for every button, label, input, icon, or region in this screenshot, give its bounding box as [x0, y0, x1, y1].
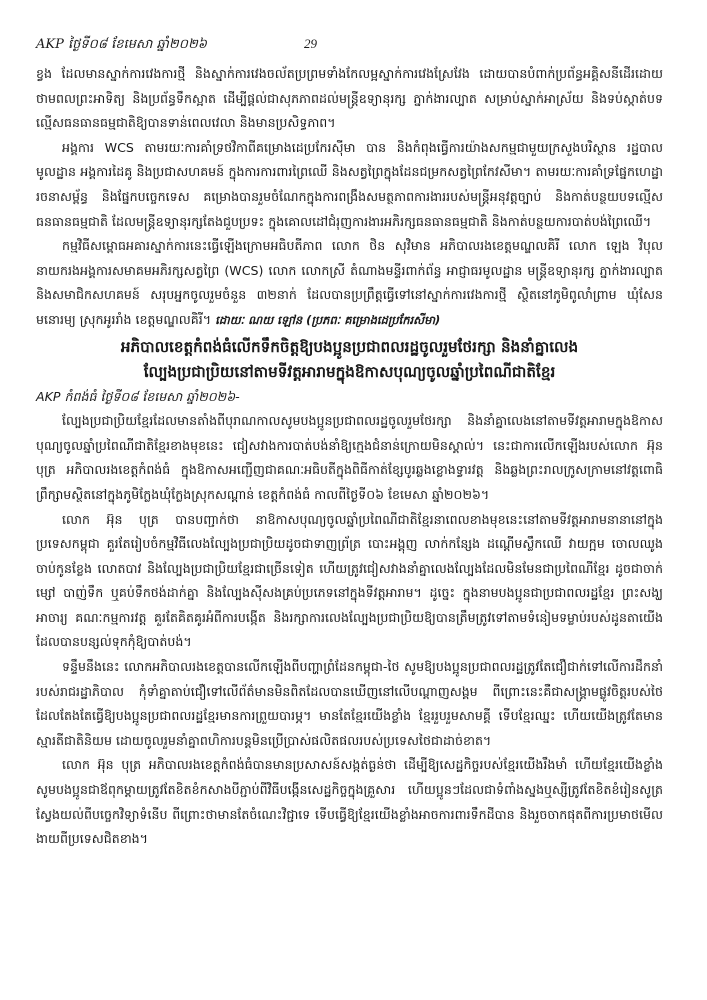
page-header	[36, 36, 663, 62]
header-date: AKP ថ្ងៃទី០៨ ខែមេសា ឆ្នាំ២០២៦	[36, 37, 208, 52]
article-1-paragraph-2: អង្គការ WCS តាមរយៈការគាំទ្រថវិកាពីគម្រោងដេប្រកែរស៊ីមា បាន និងកំពុងធ្វើការយ៉ាងសកម្មជាមួយក្រសួងបរិស្ថាន រដ្ឋបាលមូលដ្ឋាន អង្គការដៃគូ និងប្រជាសហគមន៍ ក្នុងការការពារព្រៃឈើ និងសត្វព្រៃក្នុងដែនជម្រកសត្វព្រៃកែវសីមា។ តាមរយៈការគាំទ្រផ្នែកហេដ្ឋារចនាសម្ព័ន្ធ និងផ្នែកបច្ចេកទេស គម្រោងបានរួមចំណែកក្នុងការពង្រឹងសមត្ថភាពការងាររបស់មន្ត្រីអនុវត្តច្បាប់ និងកាត់បន្ថយបទល្មើសធនធានធម្មជាតិ ដែលមន្ត្រីឧទ្យានុរក្សតែងជួបប្រទះ ក្នុងគោលដៅជំរុញការងារអភិរក្សធនធានធម្មជាតិ និងកាត់បន្ថយការបាត់បង់ព្រៃឈើ។	[36, 139, 663, 229]
headline-line-1: អភិបាលខេត្តកំពង់ធំលើកទឹកចិត្តឱ្យបងប្អូនប្រជាពលរដ្ឋចូលរួមថែរក្សា និងនាំគ្នាលេង	[120, 337, 579, 356]
headline-line-2: ល្បែងប្រជាប្រិយនៅតាមទីវត្តអារាមក្នុងឱកាសបុណ្យចូលឆ្នាំប្រពៃណីជាតិខ្មែរ	[143, 362, 556, 381]
article-1-paragraph-3	[36, 234, 663, 332]
article-2-headline	[36, 335, 663, 385]
article-2-paragraph-2: លោក អ៊ុន បុត្រ បានបញ្ជាក់ថា នាឱកាសបុណ្យចូលឆ្នាំប្រពៃណីជាតិខ្មែរនាពេលខាងមុខនេះនៅតាមទីវត្តអារាមនានានៅក្នុងប្រទេសកម្ពុជា គួរតែរៀបចំកម្មវិធីលេងល្បែងប្រជាប្រិយដូចជាទាញព្រ័ត្រ បោះអង្គុញ លាក់កន្សែង ដណ្ដើមស្លឹកឈើ វាយក្អម ចោលឈូង ចាប់កូនខ្លែង លោតបាវ និងល្បែងប្រជាប្រិយខ្មែរជាច្រើនទៀត ហើយត្រូវជៀសវាងនាំគ្នាលេងល្បែងដែលមិនមែនជាប្រពៃណីខ្មែរ ដូចជាចាក់ម្សៅ បាញ់ទឹក ឬគប់ទឹកថង់ដាក់គ្នា និងល្បែងស៊ីសងគ្រប់ប្រភេទនៅក្នុងទីវត្តអារាម។ ដូច្នេះ ក្នុងនាមបងប្អូនជាប្រជាពលរដ្ឋខ្មែរ ព្រះសង្ឃ អាចារ្យ គណៈកម្មការវត្ត គួរតែគិតគូរអំពីការបង្កើត និងរក្សាការលេងល្បែងប្រជាប្រិយឱ្យបានត្រឹមត្រូវទៅតាមទំនៀមទម្លាប់របស់ដូនតាយើងដែលបានបន្សល់ទុកកុំឱ្យបាត់បង់។	[36, 511, 663, 650]
article-2-paragraph-3: ទន្ទឹមនឹងនេះ លោកអភិបាលរងខេត្តបានលើកឡើងពីបញ្ហាព្រំដែនកម្ពុជា-ថៃ សូមឱ្យបងប្អូនប្រជាពលរដ្ឋត្រូវតែជឿជាក់ទៅលើការដឹកនាំរបស់រាជរដ្ឋាភិបាល កុំទាំគ្នាតាប់ជឿទៅលើព័ត៌មានមិនពិតដែលបានឃើញនៅលើបណ្ដាញសង្គម ពីព្រោះនេះគឺជាសង្គ្រាមផ្លូវចិត្តរបស់ថៃដែលតែងតែធ្វើឱ្យបងប្អូនប្រជាពលរដ្ឋខ្មែរមានការព្រួយបារម្ភ។ មានតែខ្មែរយើងខ្លាំង ខ្មែររួបរួមសាមគ្គី ទើបខ្មែរឈ្នះ ហើយយើងត្រូវតែមានស្មារតីជាតិនិយម ដោយចូលរួមនាំគ្នាពហិការបន្តមិនប្រើប្រាស់ផលិតផលរបស់ប្រទេសថៃជាដាច់ខាត។	[36, 659, 663, 748]
article-1-byline: ដោយៈ ណយ ឡៅន (ប្រភពៈ គម្រោងដេប្រកែរសីមា)	[215, 312, 441, 327]
article-2-dateline: AKP កំពង់ធំ ថ្ងៃទី០៨ ខែមេសា ឆ្នាំ២០២៦-	[36, 388, 240, 404]
article-2-paragraph-1: ល្បែងប្រជាប្រិយខ្មែរដែលមានតាំងពីបុរាណកាលសូមបងប្អូនប្រជាពលរដ្ឋចូលរួមថែរក្សា និងនាំគ្នាលេងនៅតាមទីវត្តអារាមក្នុងឱកាសបុណ្យចូលឆ្នាំប្រពៃណីជាតិខ្មែរខាងមុខនេះ ជៀសវាងការបាត់បង់នាំឱ្យក្មេងជំនាន់ក្រោយមិនស្គាល់។ នេះជាការលើកឡើងរបស់លោក អ៊ុន បុត្រ អភិបាលរងខេត្តកំពង់ធំ ក្នុងឱកាសអញ្ជើញជាគណៈអធិបតីក្នុងពិធីកាត់ខ្សែបូរឆ្លងខ្លោងទ្វារវត្ត និងឆ្លងព្រះរាលក្រូសក្រាមនៅវត្តពោធិព្រឹក្សាមស្ថិតនៅក្នុងភូមិក្លែងឃុំក្លែងស្រុកសណ្ដាន់ ខេត្តកំពង់ធំ កាលពីថ្ងៃទី០៦ ខែមេសា ឆ្នាំ២០២៦។	[36, 413, 663, 502]
page-number: 29	[304, 36, 317, 51]
article-2-paragraph-4: លោក អ៊ុន បុត្រ អភិបាលរងខេត្តកំពង់ធំបានមានប្រសាសន៍សង្កត់ធ្ងន់ថា ដើម្បីឱ្យសេដ្ឋកិច្ចរបស់ខ្មែរយើងរឹងមាំ ហើយខ្មែរយើងខ្លាំង សូមបងប្អូនជាឪពុកម្ដាយត្រូវតែខិតខំកសាងបីភ្ជាប់ពីវិធីបង្កើនសេដ្ឋកិច្ចក្នុងគ្រួសារ ហើយប្អូនៗដែលជាទំពាំងស្នងឬស្សីត្រូវតែខិតខំរៀនសូត្រស្វែងយល់ពីបច្ចេកវិទ្យាទំនើប ពីព្រោះថាមានតែចំណេះវិជ្ជាទេ ទើបធ្វើឱ្យខ្មែរយើងខ្លាំងអាចការពារទឹកដីបាន និងរួចចាកផុតពីការប្រមាថមើលងាយពីប្រទេសជិតខាង។	[36, 757, 663, 847]
article-1	[36, 62, 663, 333]
article-1-paragraph-1: ខ្វង ដែលមានស្នាក់ការវេងការថ្មី និងស្នាក់ការវេងចល័តប្រព្រមទាំងកែលម្អស្នាក់ការវេងស្រែវែង ដោយបានបំពាក់ប្រព័ន្ធអគ្គិសនីដើរដោយថាមពលព្រះអាទិត្យ និងប្រព័ន្ធទឹកស្អាត ដើម្បីផ្តល់ជាសុភភាពដល់មន្ត្រីឧទ្យានុរក្ស ភ្នាក់ងារល្បាត សម្រាប់ស្នាក់អាស្រ័យ និងទប់ស្កាត់បទល្មើសធនធានធម្មជាតិឱ្យបានទាន់ពេលវេលា និងមានប្រសិទ្ធភាព។	[36, 66, 663, 131]
article-1-paragraph-3-text: កម្មវិធីសម្ពោធអគារស្នាក់ការនេះធ្វើឡើងក្រោមអធិបតីភាព លោក ថិន សុវិមាន អភិបាលរងខេត្តមណ្ឌលគិរី លោក ឡេង វិបុល នាយករងអង្គការសមាគមអភិរក្សសត្វព្រៃ (WCS) លោក លោកស្រី តំណាងមន្ទីរពាក់ព័ន្ធ អាជ្ញាធរមូលដ្ឋាន មន្ត្រីឧទ្យានុរក្ស ភ្នាក់ងារល្បាត និងសមាជិកសហគមន៍ សរុបអ្នកចូលរួមចំនួន ៣២នាក់ ដែលបានប្រព្រឹត្តធ្វើទៅនៅស្នាក់ការវេងការថ្មី ស្ថិតនៅភូមិពូលាំព្រាម ឃុំសែនមនោរម្យ ស្រុកអូររាំង ខេត្តមណ្ឌលគិរី។	[36, 238, 663, 327]
article-2	[36, 335, 663, 852]
